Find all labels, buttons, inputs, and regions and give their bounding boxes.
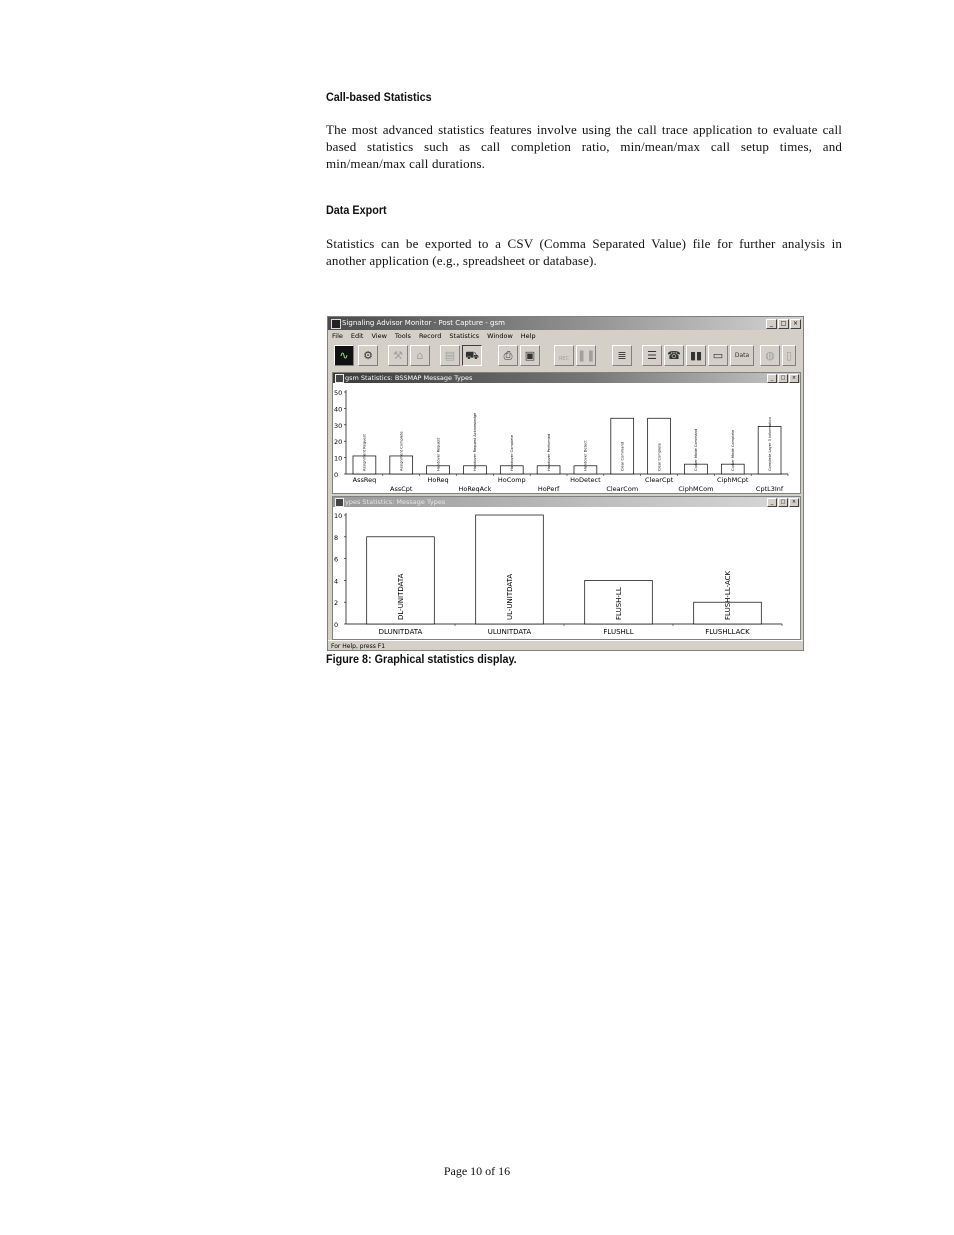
paragraph-call-based-statistics: The most advanced statistics features involve using the call trace application to evaluate call based statistics such as call completion ratio, min/mean/max call setup times, and min/mean/max call durations. — [326, 122, 842, 171]
y-tick-label: 2 — [334, 599, 339, 608]
menu-statistics[interactable]: Statistics — [449, 332, 480, 340]
category-label: CiphMCpt — [717, 476, 749, 484]
menu-bar — [332, 331, 536, 342]
decode-icon[interactable]: ≣ — [612, 345, 632, 366]
menu-help[interactable]: Help — [520, 332, 536, 340]
y-tick-label: 40 — [334, 405, 343, 414]
bar-label: FLUSH-LL — [614, 587, 623, 620]
y-tick-label: 50 — [334, 389, 343, 397]
y-tick-label: 30 — [334, 421, 343, 430]
section-title-call-based-statistics: Call-based Statistics — [326, 90, 432, 104]
y-tick-label: 0 — [334, 471, 339, 479]
pause-icon[interactable]: ❚❚ — [576, 345, 596, 366]
category-label: CptL3Inf — [755, 485, 784, 493]
truck-filter-icon[interactable]: ⛟ — [462, 345, 482, 366]
close-button[interactable]: × — [790, 319, 801, 329]
y-tick-label: 0 — [334, 621, 339, 629]
gear-icon[interactable]: ⚙ — [358, 345, 378, 366]
record-icon[interactable] — [554, 345, 574, 366]
bar-label: DL-UNITDATA — [396, 573, 405, 620]
app-icon — [331, 319, 341, 329]
paragraph-data-export: Statistics can be exported to a CSV (Comma Separated Value) file for further analysis in another application (e.g., spreadsheet or database). — [326, 236, 842, 268]
category-label: HoReqAck — [458, 485, 492, 493]
bar-label: Cipher Mode Command — [694, 428, 699, 471]
data-label: Data — [734, 352, 750, 359]
toolbar — [332, 345, 802, 367]
category-label: ULUNITDATA — [487, 628, 532, 636]
minimize-button[interactable]: _ — [766, 319, 777, 329]
page-number: Page 10 of 16 — [443, 1164, 511, 1178]
category-label: AssReq — [352, 476, 377, 484]
app-title: Signaling Advisor Monitor - Post Capture - gsm — [342, 319, 505, 327]
child2-minimize-button[interactable]: _ — [767, 498, 777, 507]
message-statistics-window — [332, 496, 801, 640]
child1-minimize-button[interactable]: _ — [767, 374, 777, 383]
category-label: FLUSHLLACK — [705, 628, 750, 636]
data-icon[interactable] — [730, 345, 754, 366]
bar-label: Assignment Complete — [399, 431, 404, 471]
status-bar: For Help, press F1 — [328, 640, 803, 651]
category-label: ClearCom — [606, 485, 639, 493]
category-label: HoReq — [427, 476, 449, 484]
category-label: ClearCpt — [644, 476, 674, 484]
child2-maximize-button[interactable]: □ — [778, 498, 788, 507]
stats-window-icon — [335, 374, 344, 383]
bar-label: UL-UNITDATA — [505, 573, 514, 620]
category-label: HoPerf — [537, 485, 560, 493]
list-icon[interactable]: ☰ — [642, 345, 662, 366]
bssmap-bar-chart — [333, 383, 800, 493]
bssmap-window-title-bar — [333, 373, 800, 383]
bar-label: Clear Command — [620, 441, 625, 471]
stats-window-icon-2 — [335, 498, 344, 507]
more-icon[interactable]: ▯ — [782, 345, 796, 366]
statistics-icon[interactable]: ▮▮ — [686, 345, 706, 366]
bar-label: Assignment Request — [362, 434, 367, 471]
category-label: AssCpt — [390, 485, 413, 493]
save-icon[interactable]: ▣ — [520, 345, 540, 366]
y-tick-label: 8 — [334, 533, 339, 542]
rec-label: REC — [558, 356, 570, 362]
category-label: HoComp — [497, 476, 526, 484]
bar-label: Handover Request — [436, 437, 441, 471]
bar-label: Handover Complete — [510, 435, 515, 471]
oscilloscope-icon[interactable]: ∿ — [334, 345, 354, 366]
printer-icon[interactable]: ⎙ — [498, 345, 518, 366]
category-label: HoDetect — [570, 476, 601, 484]
menu-record[interactable]: Record — [418, 332, 442, 340]
y-tick-label: 10 — [334, 454, 343, 463]
y-tick-label: 10 — [334, 512, 343, 520]
menu-edit[interactable]: Edit — [350, 332, 364, 340]
menu-tools[interactable]: Tools — [394, 332, 411, 340]
menu-window[interactable]: Window — [487, 332, 513, 340]
building-icon[interactable]: ⌂ — [410, 345, 430, 366]
bar-label: Complete Layer 3 Information — [767, 417, 772, 471]
bar-label: Clear Complete — [657, 443, 662, 471]
bar-label: FLUSH-LL-ACK — [723, 570, 732, 620]
bar-label: Handover Detect — [583, 440, 588, 471]
y-tick-label: 6 — [334, 555, 339, 564]
message-window-title: ypes Statistics: Message Types — [345, 498, 446, 506]
bar-label: Handover Performed — [546, 433, 551, 471]
section-title-data-export: Data Export — [326, 203, 387, 217]
y-tick-label: 20 — [334, 438, 343, 447]
phone-icon[interactable]: ☎ — [664, 345, 684, 366]
category-label: CiphMCom — [678, 485, 714, 493]
menu-view[interactable]: View — [371, 332, 387, 340]
globe-icon[interactable]: ◍ — [760, 345, 780, 366]
y-tick-label: 4 — [334, 577, 339, 586]
menu-file[interactable]: File — [332, 332, 343, 340]
bssmap-statistics-window — [332, 372, 801, 494]
maximize-button[interactable]: □ — [778, 319, 789, 329]
message-window-title-bar — [333, 497, 800, 507]
truck-icon[interactable]: ▤ — [440, 345, 460, 366]
child2-close-button[interactable]: × — [789, 498, 799, 507]
message-bar-chart — [333, 507, 800, 639]
bar-label: Handover Request Acknowledge — [473, 412, 478, 471]
child1-close-button[interactable]: × — [789, 374, 799, 383]
tools-icon[interactable]: ⚒ — [388, 345, 408, 366]
window-icon[interactable]: ▭ — [708, 345, 728, 366]
app-title-bar — [328, 317, 803, 330]
app-screenshot — [327, 316, 804, 651]
category-label: FLUSHLL — [603, 628, 634, 636]
bssmap-window-title: gsm Statistics: BSSMAP Message Types — [345, 374, 473, 382]
child1-maximize-button[interactable]: □ — [778, 374, 788, 383]
bar-label: Cipher Mode Complete — [731, 429, 736, 471]
figure-caption: Figure 8: Graphical statistics display. — [326, 652, 517, 666]
category-label: DLUNITDATA — [378, 628, 423, 636]
